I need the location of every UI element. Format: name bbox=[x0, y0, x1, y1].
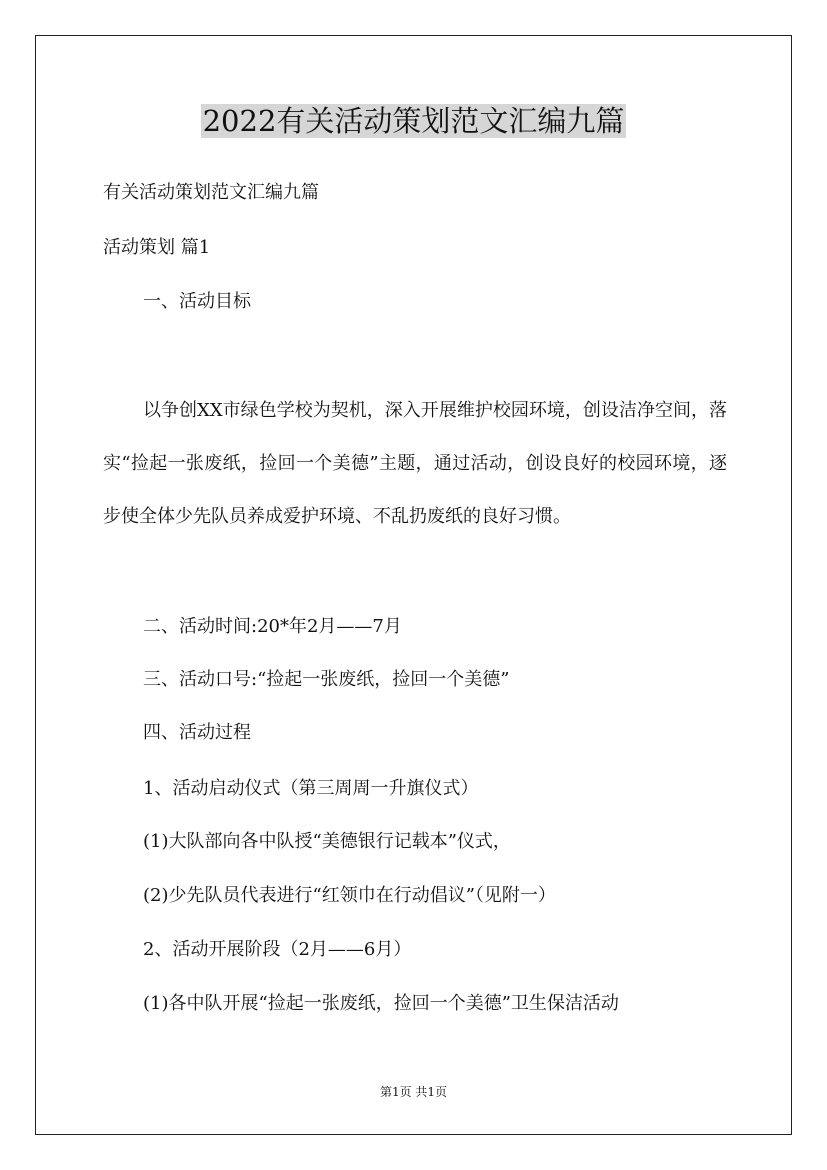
heading-activity-slogan: 三、活动口号:“捡起一张废纸，捡回一个美德” bbox=[143, 669, 510, 690]
heading-activity-goal: 一、活动目标 bbox=[143, 291, 251, 312]
list-item-award-ceremony: (1)大队部向各中队授“美德银行记载本”仪式， bbox=[143, 831, 511, 852]
document-subtitle: 有关活动策划范文汇编九篇 bbox=[103, 182, 319, 203]
list-item-launch-ceremony: 1、活动启动仪式（第三周周一升旗仪式） bbox=[143, 778, 479, 799]
list-item-proposal: (2)少先队员代表进行“红领巾在行动倡议”（见附一） bbox=[143, 885, 556, 906]
document-title bbox=[0, 100, 827, 142]
section-heading: 活动策划 篇1 bbox=[103, 237, 211, 258]
list-item-activity-stage: 2、活动开展阶段（2月——6月） bbox=[143, 939, 412, 960]
list-item-cleaning-activity: (1)各中队开展“捡起一张废纸，捡回一个美德”卫生保洁活动 bbox=[143, 993, 619, 1014]
heading-activity-time: 二、活动时间:20*年2月——7月 bbox=[143, 616, 402, 637]
paragraph-activity-goal: 以争创XX市绿色学校为契机，深入开展维护校园环境，创设洁净空间，落实“捡起一张废纸，捡回一个美德”主题，通过活动，创设良好的校园环境，逐步使全体少先队员养成爱护环境、不乱扔废纸的良好习惯。 bbox=[103, 400, 727, 527]
document-title-text: 2022有关活动策划范文汇编九篇 bbox=[202, 104, 625, 138]
page-footer: 第1页 共1页 bbox=[379, 1085, 448, 1099]
heading-activity-process: 四、活动过程 bbox=[143, 722, 251, 743]
